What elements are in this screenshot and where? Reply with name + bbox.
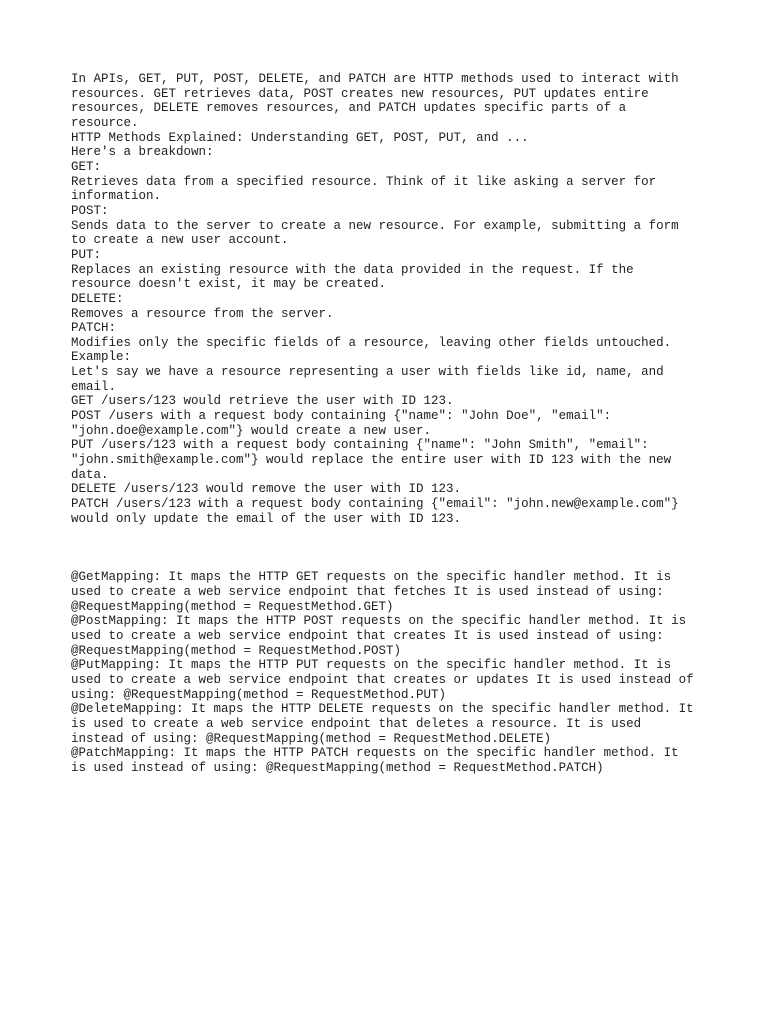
text-line: @PostMapping: It maps the HTTP POST requests on the specific handler method. It is [71,614,687,629]
text-line: Let's say we have a resource representing a user with fields like id, name, and [71,365,664,380]
document-body [71,72,711,776]
text-line: "john.smith@example.com"} would replace the entire user with ID 123 with the new [71,453,672,468]
text-line: @PatchMapping: It maps the HTTP PATCH requests on the specific handler method. It [71,746,679,761]
http-methods-section [71,72,711,526]
text-line: POST /users with a request body containing {"name": "John Doe", "email": [71,409,612,424]
text-line: using: @RequestMapping(method = RequestMethod.PUT) [71,687,447,702]
text-line: used to create a web service endpoint that creates It is used instead of using: [71,628,664,643]
text-line: GET /users/123 would retrieve the user with ID 123. [71,394,454,409]
text-line: @PutMapping: It maps the HTTP PUT requests on the specific handler method. It is [71,658,672,673]
text-line: PATCH: [71,321,117,336]
text-line: @DeleteMapping: It maps the HTTP DELETE requests on the specific handler method. It [71,702,694,717]
text-line: PUT /users/123 with a request body containing {"name": "John Smith", "email": [71,438,649,453]
text-line: HTTP Methods Explained: Understanding GET, POST, PUT, and ... [71,130,529,145]
text-line: resources. GET retrieves data, POST creates new resources, PUT updates entire [71,86,649,101]
text-line: resource doesn't exist, it may be created. [71,277,387,292]
text-line: used to create a web service endpoint that fetches It is used instead of using: [71,585,664,599]
text-line: Replaces an existing resource with the data provided in the request. If the [71,262,634,277]
text-line: @RequestMapping(method = RequestMethod.POST) [71,643,402,658]
text-line: resources, DELETE removes resources, and PATCH updates specific parts of a [71,101,627,116]
text-line: is used instead of using: @RequestMapping(method = RequestMethod.PATCH) [71,760,604,775]
text-line: email. [71,379,117,394]
text-line: Removes a resource from the server. [71,306,334,321]
text-line: GET: [71,159,102,174]
text-line: resource. [71,115,139,130]
text-line: used to create a web service endpoint that creates or updates It is used instead of [71,672,694,687]
text-line: POST: [71,203,109,218]
text-line: Modifies only the specific fields of a resource, leaving other fields untouched. [71,335,672,350]
text-line: PATCH /users/123 with a request body containing {"email": "john.new@example.com"} [71,497,679,512]
text-line: to create a new user account. [71,233,289,248]
spring-mappings-section [71,570,711,775]
text-line: @GetMapping: It maps the HTTP GET requests on the specific handler method. It is [71,570,672,585]
text-line: @RequestMapping(method = RequestMethod.GET) [71,599,394,614]
text-line: Here's a breakdown: [71,145,214,160]
text-line: instead of using: @RequestMapping(method = RequestMethod.DELETE) [71,731,552,746]
text-line: In APIs, GET, PUT, POST, DELETE, and PATCH are HTTP methods used to interact with [71,72,679,86]
text-line: DELETE: [71,291,124,306]
text-line: data. [71,467,109,482]
text-line: "john.doe@example.com"} would create a new user. [71,423,432,438]
text-line: is used to create a web service endpoint that deletes a resource. It is used [71,716,642,731]
text-line: DELETE /users/123 would remove the user with ID 123. [71,482,462,497]
text-line: Example: [71,350,132,365]
section-spacer [71,526,711,570]
text-line: Sends data to the server to create a new resource. For example, submitting a form [71,218,679,233]
text-line: would only update the email of the user with ID 123. [71,511,462,526]
text-line: Retrieves data from a specified resource. Think of it like asking a server for [71,174,657,189]
text-line: PUT: [71,247,102,262]
text-line: information. [71,189,162,204]
